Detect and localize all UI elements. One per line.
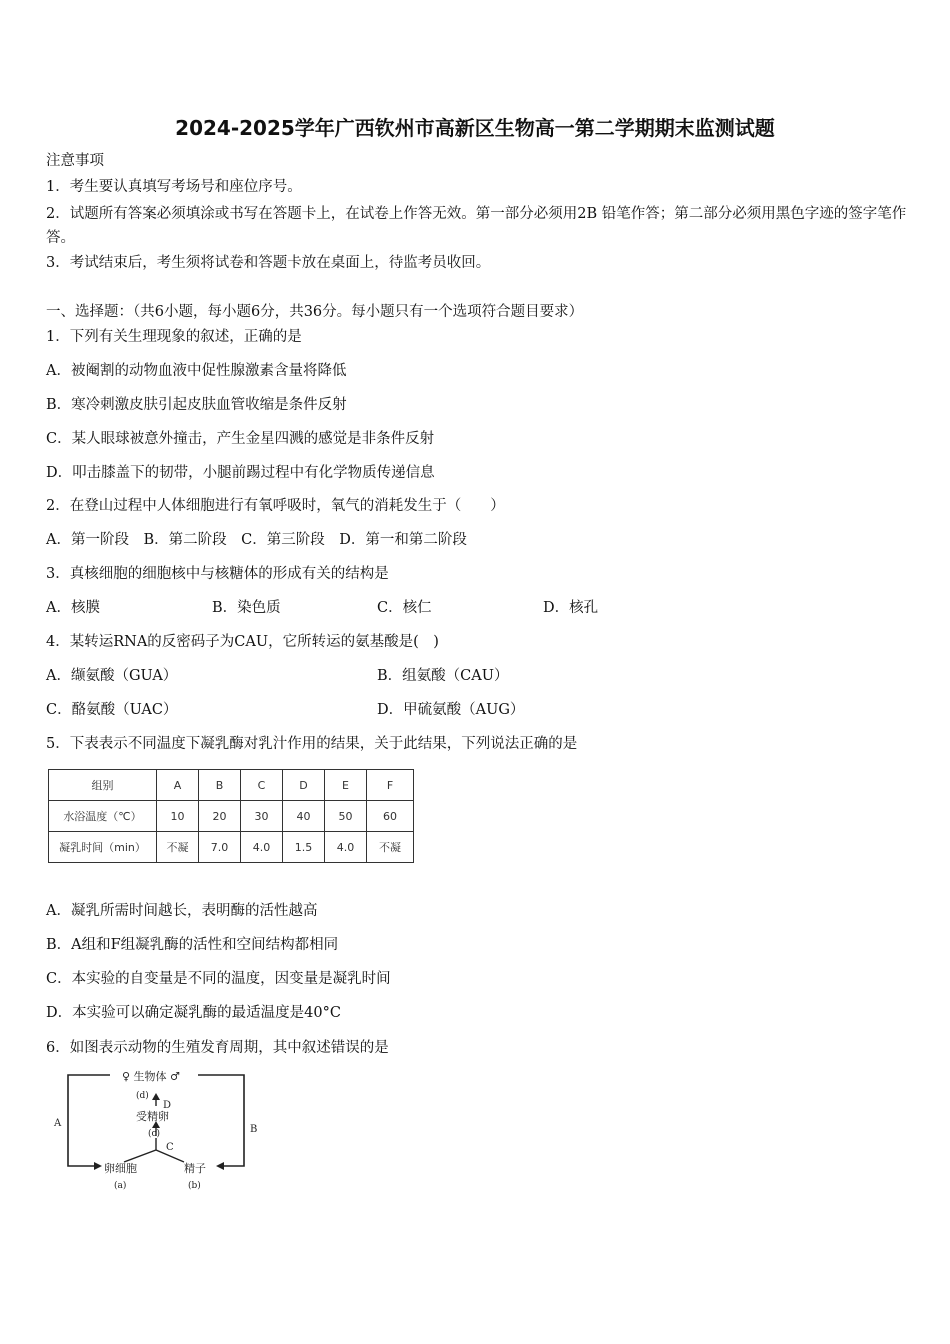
question-1-option-c: C．某人眼球被意外撞击，产生金星四溅的感觉是非条件反射 <box>46 431 435 447</box>
question-3-option-d: D．核孔 <box>543 600 599 616</box>
arrow-head-a <box>94 1162 102 1170</box>
loop-line-a <box>68 1075 110 1166</box>
notice-item-1: 1．考生要认真填写考场号和座位序号。 <box>46 179 302 195</box>
table-cell: 60 <box>367 801 414 832</box>
question-6-stem: 6．如图表示动物的生殖发育周期，其中叙述错误的是 <box>46 1040 389 1056</box>
table-cell: 不凝 <box>157 832 199 863</box>
table-cell: 凝乳时间（min） <box>49 832 157 863</box>
egg-label: 卵细胞 <box>104 1162 137 1175</box>
question-5-option-a: A．凝乳所需时间越长，表明酶的活性越高 <box>46 903 318 919</box>
table-cell: 1.5 <box>283 832 325 863</box>
question-4-option-c: C．酪氨酸（UAC） <box>46 702 178 718</box>
label-c-small: (c) <box>148 1129 161 1139</box>
label-d-small: (d) <box>136 1091 149 1101</box>
label-a-small: (a) <box>114 1181 127 1191</box>
question-5-stem: 5．下表表示不同温度下凝乳酶对乳汁作用的结果，关于此结果，下列说法正确的是 <box>46 736 578 752</box>
table-cell: 40 <box>283 801 325 832</box>
question-4-option-d: D．甲硫氨酸（AUG） <box>377 702 525 718</box>
arrow-head-d <box>152 1093 160 1100</box>
question-1-option-d: D．叩击膝盖下的韧带，小腿前踢过程中有化学物质传递信息 <box>46 465 435 481</box>
table-cell: 4.0 <box>325 832 367 863</box>
table-cell: 组别 <box>49 770 157 801</box>
notice-heading: 注意事项 <box>46 153 104 169</box>
table-cell: 不凝 <box>367 832 414 863</box>
zygote-label: 受精卵 <box>136 1110 169 1123</box>
question-3-stem: 3．真核细胞的细胞核中与核糖体的形成有关的结构是 <box>46 566 389 582</box>
page-title: 2024-2025学年广西钦州市高新区生物高一第二学期期末监测试题 <box>175 116 775 140</box>
table-cell: F <box>367 770 414 801</box>
table-cell: 水浴温度（℃） <box>49 801 157 832</box>
table-cell: C <box>241 770 283 801</box>
table-cell: 10 <box>157 801 199 832</box>
table-cell: 50 <box>325 801 367 832</box>
question-4-option-a: A．缬氨酸（GUA） <box>46 668 178 684</box>
table-row <box>49 801 414 832</box>
table-cell: E <box>325 770 367 801</box>
table-row <box>49 832 414 863</box>
question-1-option-b: B．寒冷刺激皮肤引起皮肤血管收缩是条件反射 <box>46 397 347 413</box>
question-5-option-c: C．本实验的自变量是不同的温度，因变量是凝乳时间 <box>46 971 391 987</box>
question-2-options: A．第一阶段 B．第二阶段 C．第三阶段 D．第一和第二阶段 <box>46 532 467 548</box>
section-heading: 一、选择题：（共6小题，每小题6分，共36分。每小题只有一个选项符合题目要求） <box>46 304 584 320</box>
fusion-fork <box>124 1150 184 1162</box>
question-1-stem: 1．下列有关生理现象的叙述，正确的是 <box>46 329 302 345</box>
table-cell: A <box>157 770 199 801</box>
label-a: A <box>54 1118 62 1129</box>
table-cell: B <box>199 770 241 801</box>
arrow-head-b <box>216 1162 224 1170</box>
notice-item-2: 2．试题所有答案必须填涂或书写在答题卡上，在试卷上作答无效。第一部分必须用2B 铅笔作答；第二部分必须用黑色字迹的签字笔作答。 <box>46 206 907 246</box>
question-4-stem: 4．某转运RNA的反密码子为CAU，它所转运的氨基酸是( ) <box>46 634 439 650</box>
question-3-option-b: B．染色质 <box>212 600 281 616</box>
question-3-option-a: A．核膜 <box>46 600 100 616</box>
table-cell: D <box>283 770 325 801</box>
label-b-small: (b) <box>188 1181 201 1191</box>
question-3-option-c: C．核仁 <box>377 600 432 616</box>
sperm-label: 精子 <box>184 1162 206 1175</box>
notice-item-3: 3．考试结束后，考生须将试卷和答题卡放在桌面上，待监考员收回。 <box>46 255 491 271</box>
table-cell: 20 <box>199 801 241 832</box>
question-1-option-a: A．被阉割的动物血液中促性腺激素含量将降低 <box>46 363 347 379</box>
question-4-option-b: B．组氨酸（CAU） <box>377 668 509 684</box>
label-b: B <box>250 1124 258 1135</box>
question-5-option-b: B．A组和F组凝乳酶的活性和空间结构都相同 <box>46 937 339 953</box>
coagulation-table <box>48 769 414 863</box>
life-cycle-diagram <box>48 1066 268 1198</box>
table-header-row <box>49 770 414 801</box>
loop-line-b <box>198 1075 244 1166</box>
question-2-stem: 2．在登山过程中人体细胞进行有氧呼吸时，氧气的消耗发生于（ ） <box>46 498 505 514</box>
table-cell: 4.0 <box>241 832 283 863</box>
label-d: D <box>163 1100 172 1111</box>
organism-label: ♀ 生物体 ♂ <box>122 1070 180 1083</box>
table-cell: 7.0 <box>199 832 241 863</box>
label-c: C <box>166 1142 174 1153</box>
question-5-option-d: D．本实验可以确定凝乳酶的最适温度是40°C <box>46 1005 341 1021</box>
table-cell: 30 <box>241 801 283 832</box>
